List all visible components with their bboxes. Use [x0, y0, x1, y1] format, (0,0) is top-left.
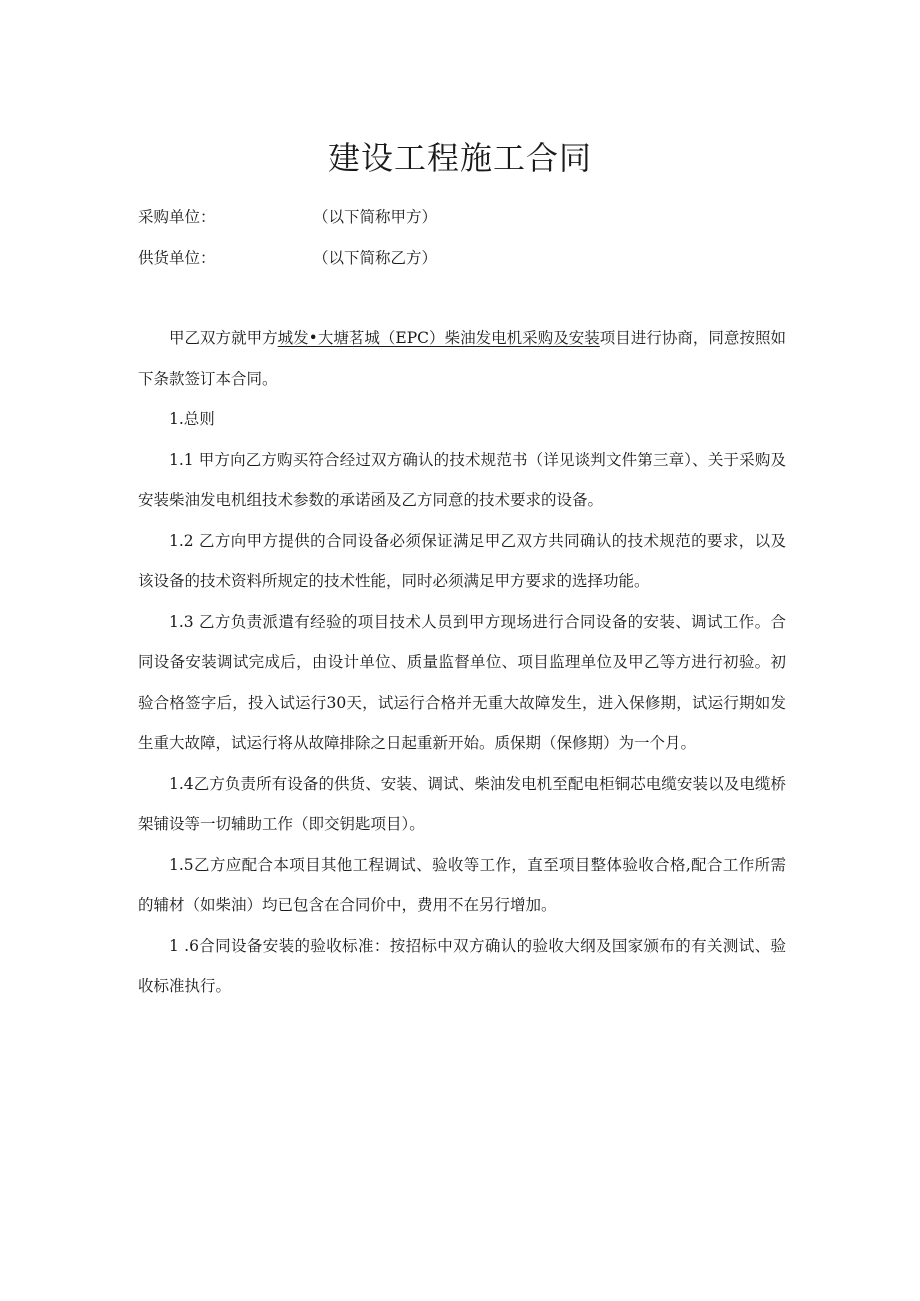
- project-name: 城发•大塘茗城（EPC）柴油发电机采购及安装: [277, 329, 600, 347]
- supplier-label: 供货单位：: [138, 249, 216, 267]
- clause-1-5: 1.5乙方应配合本项目其他工程调试、验收等工作，直至项目整体验收合格,配合工作所需的辅材（如柴油）均已包含在合同价中，费用不在另行增加。: [138, 855, 786, 914]
- buyer-line: [138, 205, 437, 227]
- clause-1-6: 1 .6合同设备安装的验收标准：按招标中双方确认的验收大纲及国家颁布的有关测试、验收标准执行。: [138, 936, 786, 995]
- clause-1-2: 1.2 乙方向甲方提供的合同设备必须保证满足甲乙双方共同确认的技术规范的要求，以及该设备的技术资料所规定的技术性能，同时必须满足甲方要求的选择功能。: [138, 531, 786, 590]
- supplier-note: （以下简称乙方）: [313, 249, 438, 267]
- intro-paragraph: [138, 318, 786, 399]
- intro-before: 甲乙双方就甲方: [169, 329, 278, 347]
- page-title: 建设工程施工合同: [327, 139, 592, 178]
- intro-after: 项目进行协商，同意按照如下条款签订本合同。: [138, 329, 786, 388]
- clause-1-3: 1.3 乙方负责派遣有经验的项目技术人员到甲方现场进行合同设备的安装、调试工作。合同设备安装调试完成后，由设计单位、质量监督单位、项目监理单位及甲乙等方进行初验。初验合格签字后，投入试运行30天，试运行合格并无重大故障发生，进入保修期，试运行期如发生重大故障，试运行将从故障排除之日起重新开始。质保期（保修期）为一个月。: [138, 612, 786, 752]
- buyer-label: 采购单位：: [138, 208, 216, 226]
- clause-1-1: 1.1 甲方向乙方购买符合经过双方确认的技术规范书（详见谈判文件第三章）、关于采购及安装柴油发电机组技术参数的承诺函及乙方同意的技术要求的设备。: [138, 450, 786, 509]
- supplier-line: [138, 246, 437, 268]
- section-heading: 1.总则: [169, 410, 215, 428]
- contract-body: [138, 318, 786, 1007]
- buyer-note: （以下简称甲方）: [313, 208, 438, 226]
- clause-1-4: 1.4乙方负责所有设备的供货、安装、调试、柴油发电机至配电柜铜芯电缆安装以及电缆桥架铺设等一切辅助工作（即交钥匙项目）。: [138, 774, 786, 833]
